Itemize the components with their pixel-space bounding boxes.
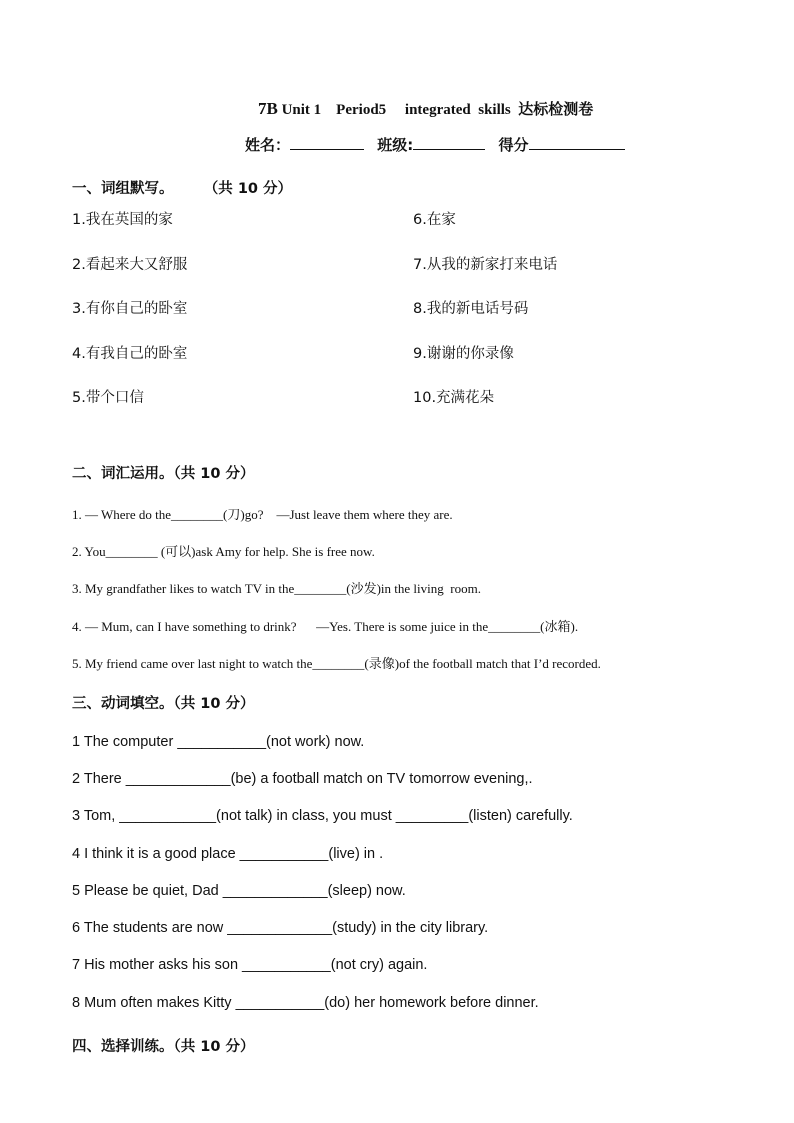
verb-question: 1 The computer ___________(not work) now.: [72, 734, 365, 750]
section3-heading: 三、动词填空。（共 10 分）: [72, 696, 255, 712]
vocab-question: 5. My friend came over last night to watch the________(录像)of the football match that I’d recorded.: [72, 656, 601, 671]
page-title: 7B Unit 1 Period5 integrated skills 达标检测卷: [258, 99, 594, 118]
phrase-item: 4.有我自己的卧室: [72, 346, 188, 362]
phrase-item: 9.谢谢的你录像: [413, 346, 514, 362]
class-blank[interactable]: [413, 135, 485, 150]
phrase-item: 8.我的新电话号码: [413, 301, 529, 317]
vocab-question: 1. — Where do the________(刀)go? —Just leave them where they are.: [72, 507, 453, 522]
name-blank[interactable]: [290, 135, 364, 150]
vocab-question: 2. You________ (可以)ask Amy for help. She is free now.: [72, 544, 375, 559]
phrase-item: 10.充满花朵: [413, 390, 495, 406]
vocab-question: 4. — Mum, can I have something to drink? —Yes. There is some juice in the________(冰箱).: [72, 619, 579, 634]
verb-question: 3 Tom, ____________(not talk) in class, you must _________(listen) carefully.: [72, 808, 573, 824]
phrase-item: 7.从我的新家打来电话: [413, 257, 558, 273]
score-blank[interactable]: [529, 135, 625, 150]
verb-question: 4 I think it is a good place ___________(live) in .: [72, 846, 384, 862]
phrase-item: 6.在家: [413, 212, 456, 228]
verb-question: 6 The students are now _____________(study) in the city library.: [72, 920, 489, 936]
verb-question: 7 His mother asks his son ___________(not cry) again.: [72, 957, 428, 973]
phrase-item: 5.带个口信: [72, 390, 144, 406]
name-label: 姓名：: [245, 136, 291, 154]
verb-question: 2 There _____________(be) a football match on TV tomorrow evening,.: [72, 771, 533, 787]
phrase-item: 3.有你自己的卧室: [72, 301, 188, 317]
score-label: 得分: [498, 136, 529, 154]
phrase-item: 1.我在英国的家: [72, 212, 173, 228]
section1-heading: 一、词组默写。 （共 10 分）: [72, 181, 293, 197]
class-label: 班级:: [377, 136, 414, 154]
section2-heading: 二、词汇运用。（共 10 分）: [72, 466, 255, 482]
verb-question: 5 Please be quiet, Dad _____________(sleep) now.: [72, 883, 406, 899]
student-info-line: [245, 134, 633, 155]
verb-question: 8 Mum often makes Kitty ___________(do) her homework before dinner.: [72, 995, 539, 1011]
vocab-question: 3. My grandfather likes to watch TV in the________(沙发)in the living room.: [72, 581, 481, 596]
section4-heading: 四、选择训练。（共 10 分）: [72, 1039, 255, 1055]
phrase-item: 2.看起来大又舒服: [72, 257, 188, 273]
